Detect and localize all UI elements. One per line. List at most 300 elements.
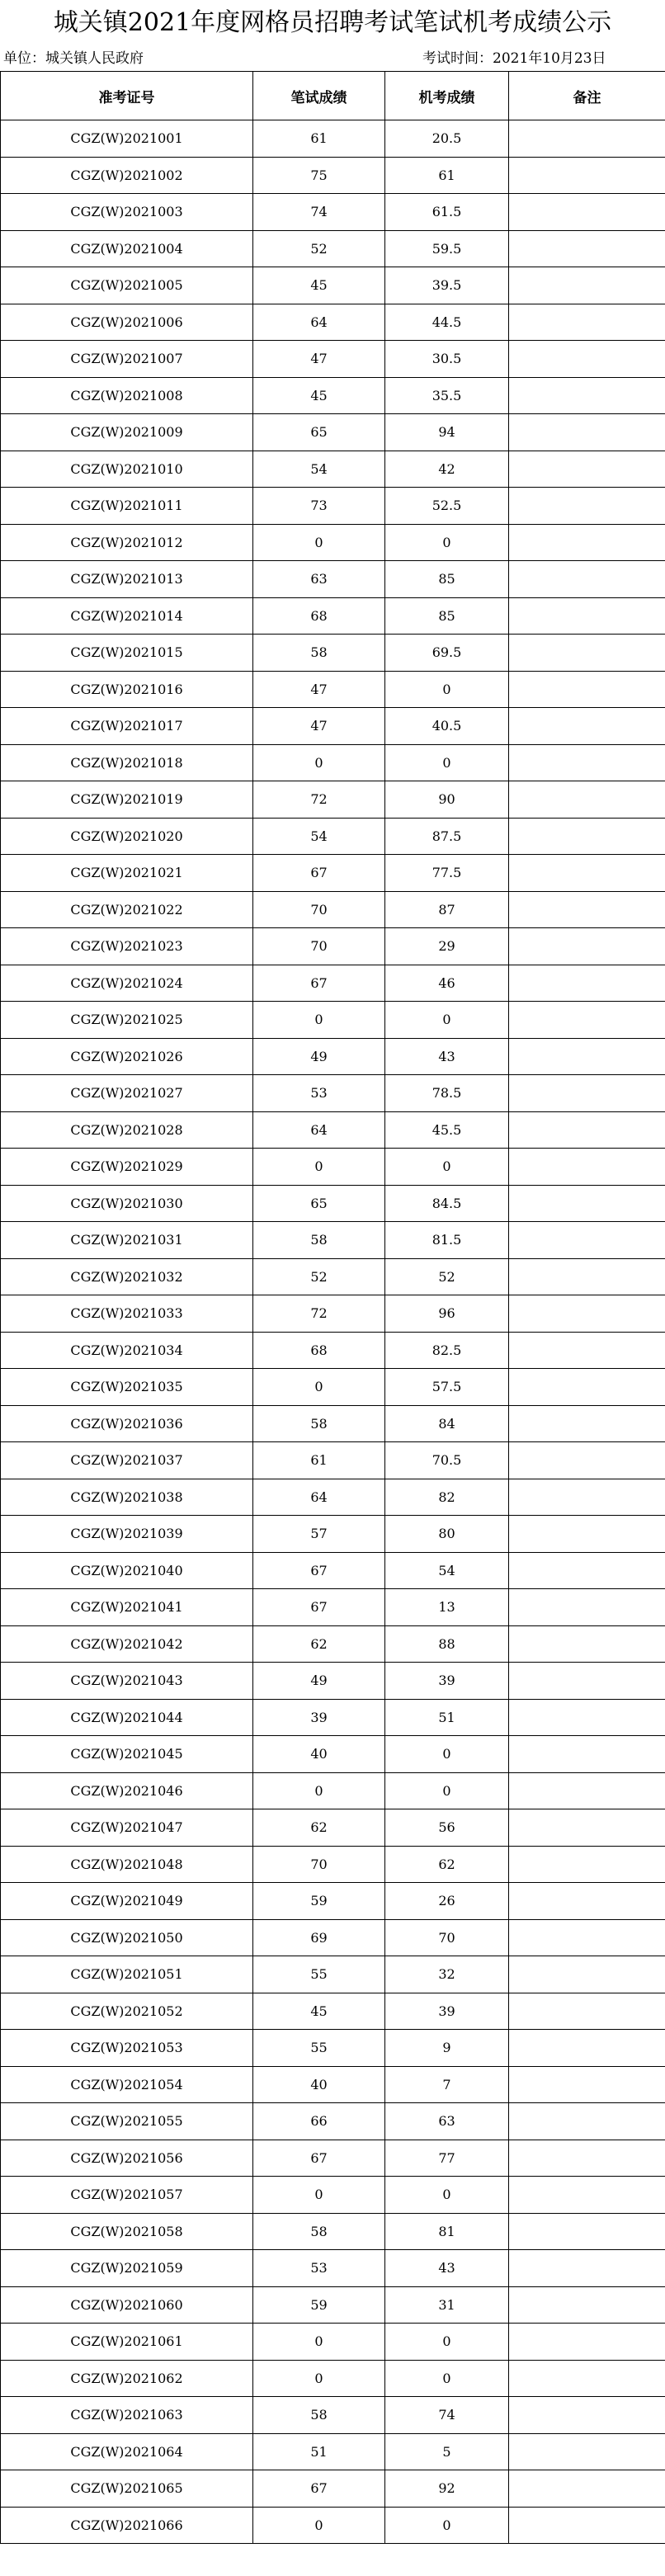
cell-computer-score: 85	[385, 597, 509, 635]
cell-computer-score: 29	[385, 928, 509, 965]
cell-exam-id: CGZ(W)2021055	[1, 2103, 253, 2140]
cell-computer-score: 30.5	[385, 341, 509, 378]
cell-exam-id: CGZ(W)2021033	[1, 1295, 253, 1333]
cell-computer-score: 96	[385, 1295, 509, 1333]
cell-written-score: 70	[253, 928, 385, 965]
cell-exam-id: CGZ(W)2021007	[1, 341, 253, 378]
table-row	[1, 597, 665, 635]
cell-exam-id: CGZ(W)2021036	[1, 1405, 253, 1442]
cell-exam-id: CGZ(W)2021046	[1, 1772, 253, 1809]
cell-written-score: 59	[253, 2286, 385, 2324]
cell-written-score: 67	[253, 855, 385, 892]
cell-computer-score: 0	[385, 2324, 509, 2361]
cell-written-score: 40	[253, 1736, 385, 1773]
table-row	[1, 2103, 665, 2140]
cell-written-score: 69	[253, 1919, 385, 1956]
cell-computer-score: 39.5	[385, 267, 509, 304]
cell-computer-score: 59.5	[385, 230, 509, 267]
cell-computer-score: 39	[385, 1993, 509, 2030]
table-row	[1, 1442, 665, 1479]
cell-computer-score: 88	[385, 1625, 509, 1663]
cell-exam-id: CGZ(W)2021059	[1, 2250, 253, 2287]
table-row	[1, 1552, 665, 1589]
cell-remarks	[509, 928, 665, 965]
cell-remarks	[509, 635, 665, 672]
cell-computer-score: 52	[385, 1258, 509, 1295]
cell-remarks	[509, 194, 665, 231]
cell-remarks	[509, 1663, 665, 1700]
table-row	[1, 304, 665, 341]
cell-exam-id: CGZ(W)2021008	[1, 377, 253, 414]
cell-exam-id: CGZ(W)2021001	[1, 120, 253, 158]
cell-remarks	[509, 855, 665, 892]
cell-computer-score: 0	[385, 2360, 509, 2397]
cell-written-score: 45	[253, 267, 385, 304]
cell-written-score: 57	[253, 1516, 385, 1553]
cell-written-score: 65	[253, 414, 385, 451]
cell-written-score: 54	[253, 818, 385, 855]
table-row	[1, 2360, 665, 2397]
table-row	[1, 451, 665, 488]
cell-computer-score: 85	[385, 561, 509, 598]
cell-written-score: 65	[253, 1185, 385, 1222]
cell-written-score: 0	[253, 2507, 385, 2544]
cell-computer-score: 0	[385, 1002, 509, 1039]
cell-exam-id: CGZ(W)2021040	[1, 1552, 253, 1589]
cell-written-score: 58	[253, 1222, 385, 1259]
table-row	[1, 1516, 665, 1553]
cell-computer-score: 94	[385, 414, 509, 451]
cell-written-score: 0	[253, 1002, 385, 1039]
table-row	[1, 1149, 665, 1186]
cell-remarks	[509, 2177, 665, 2214]
cell-exam-id: CGZ(W)2021031	[1, 1222, 253, 1259]
cell-exam-id: CGZ(W)2021035	[1, 1369, 253, 1406]
cell-remarks	[509, 1075, 665, 1112]
cell-exam-id: CGZ(W)2021021	[1, 855, 253, 892]
cell-written-score: 52	[253, 1258, 385, 1295]
cell-exam-id: CGZ(W)2021039	[1, 1516, 253, 1553]
cell-written-score: 67	[253, 2140, 385, 2177]
cell-exam-id: CGZ(W)2021060	[1, 2286, 253, 2324]
cell-written-score: 63	[253, 561, 385, 598]
cell-computer-score: 90	[385, 781, 509, 819]
cell-remarks	[509, 1369, 665, 1406]
cell-exam-id: CGZ(W)2021066	[1, 2507, 253, 2544]
cell-computer-score: 87.5	[385, 818, 509, 855]
cell-computer-score: 9	[385, 2030, 509, 2067]
table-row	[1, 891, 665, 928]
cell-computer-score: 87	[385, 891, 509, 928]
cell-computer-score: 57.5	[385, 1369, 509, 1406]
table-row	[1, 1919, 665, 1956]
cell-computer-score: 84.5	[385, 1185, 509, 1222]
cell-remarks	[509, 267, 665, 304]
table-row	[1, 2397, 665, 2434]
cell-written-score: 68	[253, 597, 385, 635]
cell-computer-score: 92	[385, 2470, 509, 2508]
unit-label: 单位：城关镇人民政府	[3, 50, 144, 67]
cell-remarks	[509, 377, 665, 414]
table-row	[1, 230, 665, 267]
cell-exam-id: CGZ(W)2021018	[1, 744, 253, 781]
cell-written-score: 0	[253, 1772, 385, 1809]
cell-remarks	[509, 1809, 665, 1847]
cell-remarks	[509, 818, 665, 855]
table-row	[1, 818, 665, 855]
cell-exam-id: CGZ(W)2021006	[1, 304, 253, 341]
cell-computer-score: 61	[385, 157, 509, 194]
meta-row	[0, 46, 665, 71]
cell-remarks	[509, 451, 665, 488]
cell-exam-id: CGZ(W)2021048	[1, 1846, 253, 1883]
cell-exam-id: CGZ(W)2021052	[1, 1993, 253, 2030]
table-row	[1, 2030, 665, 2067]
cell-computer-score: 31	[385, 2286, 509, 2324]
cell-exam-id: CGZ(W)2021042	[1, 1625, 253, 1663]
table-row	[1, 1038, 665, 1075]
cell-computer-score: 70.5	[385, 1442, 509, 1479]
cell-exam-id: CGZ(W)2021023	[1, 928, 253, 965]
cell-exam-id: CGZ(W)2021003	[1, 194, 253, 231]
cell-remarks	[509, 1919, 665, 1956]
cell-exam-id: CGZ(W)2021029	[1, 1149, 253, 1186]
cell-remarks	[509, 1552, 665, 1589]
cell-computer-score: 42	[385, 451, 509, 488]
cell-written-score: 66	[253, 2103, 385, 2140]
table-row	[1, 671, 665, 708]
cell-computer-score: 69.5	[385, 635, 509, 672]
table-row	[1, 965, 665, 1002]
cell-remarks	[509, 2286, 665, 2324]
cell-computer-score: 77.5	[385, 855, 509, 892]
header-computer-score: 机考成绩	[385, 72, 509, 120]
cell-computer-score: 0	[385, 1149, 509, 1186]
cell-computer-score: 43	[385, 1038, 509, 1075]
cell-remarks	[509, 1846, 665, 1883]
cell-computer-score: 51	[385, 1699, 509, 1736]
cell-computer-score: 0	[385, 671, 509, 708]
cell-written-score: 64	[253, 304, 385, 341]
cell-written-score: 58	[253, 2213, 385, 2250]
cell-remarks	[509, 891, 665, 928]
cell-computer-score: 0	[385, 1736, 509, 1773]
cell-exam-id: CGZ(W)2021044	[1, 1699, 253, 1736]
cell-exam-id: CGZ(W)2021047	[1, 1809, 253, 1847]
cell-remarks	[509, 1038, 665, 1075]
cell-computer-score: 0	[385, 2177, 509, 2214]
cell-remarks	[509, 2470, 665, 2508]
cell-written-score: 51	[253, 2433, 385, 2470]
table-row	[1, 1222, 665, 1259]
cell-written-score: 0	[253, 2177, 385, 2214]
table-row	[1, 157, 665, 194]
cell-remarks	[509, 1699, 665, 1736]
cell-written-score: 52	[253, 230, 385, 267]
cell-computer-score: 70	[385, 1919, 509, 1956]
cell-written-score: 64	[253, 1479, 385, 1516]
cell-exam-id: CGZ(W)2021053	[1, 2030, 253, 2067]
cell-remarks	[509, 1002, 665, 1039]
cell-computer-score: 26	[385, 1883, 509, 1920]
cell-exam-id: CGZ(W)2021012	[1, 524, 253, 561]
table-row	[1, 524, 665, 561]
table-row	[1, 561, 665, 598]
cell-exam-id: CGZ(W)2021058	[1, 2213, 253, 2250]
cell-computer-score: 84	[385, 1405, 509, 1442]
table-header-row	[1, 72, 665, 120]
cell-exam-id: CGZ(W)2021045	[1, 1736, 253, 1773]
cell-computer-score: 62	[385, 1846, 509, 1883]
table-row	[1, 1185, 665, 1222]
cell-remarks	[509, 2397, 665, 2434]
table-row	[1, 744, 665, 781]
cell-exam-id: CGZ(W)2021026	[1, 1038, 253, 1075]
cell-written-score: 58	[253, 1405, 385, 1442]
table-row	[1, 2140, 665, 2177]
cell-computer-score: 0	[385, 524, 509, 561]
cell-exam-id: CGZ(W)2021013	[1, 561, 253, 598]
table-row	[1, 341, 665, 378]
cell-exam-id: CGZ(W)2021002	[1, 157, 253, 194]
cell-remarks	[509, 1736, 665, 1773]
cell-exam-id: CGZ(W)2021064	[1, 2433, 253, 2470]
page-title: 城关镇2021年度网格员招聘考试笔试机考成绩公示	[53, 8, 612, 37]
cell-written-score: 0	[253, 1369, 385, 1406]
cell-computer-score: 43	[385, 2250, 509, 2287]
cell-exam-id: CGZ(W)2021004	[1, 230, 253, 267]
cell-exam-id: CGZ(W)2021056	[1, 2140, 253, 2177]
cell-exam-id: CGZ(W)2021028	[1, 1111, 253, 1149]
cell-computer-score: 40.5	[385, 708, 509, 745]
cell-exam-id: CGZ(W)2021005	[1, 267, 253, 304]
cell-written-score: 0	[253, 1149, 385, 1186]
cell-exam-id: CGZ(W)2021025	[1, 1002, 253, 1039]
cell-exam-id: CGZ(W)2021054	[1, 2066, 253, 2103]
cell-computer-score: 82.5	[385, 1332, 509, 1369]
cell-remarks	[509, 1479, 665, 1516]
table-row	[1, 1736, 665, 1773]
cell-remarks	[509, 2213, 665, 2250]
table-row	[1, 1369, 665, 1406]
cell-remarks	[509, 2140, 665, 2177]
cell-written-score: 55	[253, 2030, 385, 2067]
table-row	[1, 377, 665, 414]
table-row	[1, 2286, 665, 2324]
cell-computer-score: 80	[385, 1516, 509, 1553]
table-row	[1, 1846, 665, 1883]
table-row	[1, 1663, 665, 1700]
cell-written-score: 54	[253, 451, 385, 488]
cell-remarks	[509, 671, 665, 708]
table-row	[1, 1075, 665, 1112]
cell-computer-score: 81	[385, 2213, 509, 2250]
cell-computer-score: 81.5	[385, 1222, 509, 1259]
cell-remarks	[509, 2103, 665, 2140]
cell-written-score: 61	[253, 120, 385, 158]
cell-exam-id: CGZ(W)2021038	[1, 1479, 253, 1516]
cell-computer-score: 61.5	[385, 194, 509, 231]
cell-written-score: 0	[253, 524, 385, 561]
cell-remarks	[509, 1149, 665, 1186]
cell-remarks	[509, 524, 665, 561]
cell-remarks	[509, 965, 665, 1002]
table-row	[1, 488, 665, 525]
cell-written-score: 72	[253, 1295, 385, 1333]
cell-written-score: 39	[253, 1699, 385, 1736]
cell-computer-score: 39	[385, 1663, 509, 1700]
cell-exam-id: CGZ(W)2021063	[1, 2397, 253, 2434]
cell-remarks	[509, 1332, 665, 1369]
cell-written-score: 47	[253, 708, 385, 745]
cell-remarks	[509, 1185, 665, 1222]
cell-remarks	[509, 414, 665, 451]
cell-remarks	[509, 1625, 665, 1663]
cell-written-score: 45	[253, 377, 385, 414]
table-row	[1, 1809, 665, 1847]
cell-written-score: 49	[253, 1663, 385, 1700]
cell-written-score: 53	[253, 2250, 385, 2287]
cell-exam-id: CGZ(W)2021014	[1, 597, 253, 635]
table-row	[1, 1993, 665, 2030]
cell-remarks	[509, 2433, 665, 2470]
cell-computer-score: 32	[385, 1956, 509, 1993]
cell-written-score: 67	[253, 965, 385, 1002]
cell-remarks	[509, 2066, 665, 2103]
cell-exam-id: CGZ(W)2021016	[1, 671, 253, 708]
cell-written-score: 58	[253, 635, 385, 672]
cell-computer-score: 0	[385, 1772, 509, 1809]
cell-remarks	[509, 304, 665, 341]
cell-written-score: 67	[253, 2470, 385, 2508]
cell-written-score: 75	[253, 157, 385, 194]
cell-exam-id: CGZ(W)2021030	[1, 1185, 253, 1222]
table-row	[1, 1111, 665, 1149]
cell-exam-id: CGZ(W)2021032	[1, 1258, 253, 1295]
cell-computer-score: 46	[385, 965, 509, 1002]
table-row	[1, 267, 665, 304]
table-row	[1, 194, 665, 231]
cell-remarks	[509, 1589, 665, 1626]
cell-exam-id: CGZ(W)2021010	[1, 451, 253, 488]
cell-written-score: 0	[253, 2324, 385, 2361]
table-row	[1, 781, 665, 819]
cell-exam-id: CGZ(W)2021043	[1, 1663, 253, 1700]
exam-date-label: 考试时间：2021年10月23日	[422, 50, 606, 67]
table-row	[1, 1258, 665, 1295]
table-row	[1, 1956, 665, 1993]
cell-remarks	[509, 2250, 665, 2287]
cell-computer-score: 82	[385, 1479, 509, 1516]
table-row	[1, 1625, 665, 1663]
cell-written-score: 62	[253, 1625, 385, 1663]
cell-computer-score: 13	[385, 1589, 509, 1626]
cell-computer-score: 54	[385, 1552, 509, 1589]
cell-remarks	[509, 1883, 665, 1920]
table-row	[1, 120, 665, 158]
table-row	[1, 1002, 665, 1039]
cell-written-score: 0	[253, 2360, 385, 2397]
cell-remarks	[509, 1993, 665, 2030]
cell-exam-id: CGZ(W)2021041	[1, 1589, 253, 1626]
cell-written-score: 74	[253, 194, 385, 231]
cell-exam-id: CGZ(W)2021027	[1, 1075, 253, 1112]
cell-written-score: 64	[253, 1111, 385, 1149]
cell-written-score: 67	[253, 1552, 385, 1589]
cell-written-score: 62	[253, 1809, 385, 1847]
table-row	[1, 1479, 665, 1516]
table-row	[1, 2507, 665, 2544]
table-row	[1, 1295, 665, 1333]
cell-exam-id: CGZ(W)2021050	[1, 1919, 253, 1956]
cell-remarks	[509, 488, 665, 525]
table-row	[1, 2177, 665, 2214]
cell-written-score: 59	[253, 1883, 385, 1920]
cell-remarks	[509, 2360, 665, 2397]
cell-computer-score: 5	[385, 2433, 509, 2470]
cell-written-score: 70	[253, 1846, 385, 1883]
table-row	[1, 414, 665, 451]
cell-remarks	[509, 597, 665, 635]
cell-exam-id: CGZ(W)2021061	[1, 2324, 253, 2361]
cell-remarks	[509, 2324, 665, 2361]
cell-exam-id: CGZ(W)2021065	[1, 2470, 253, 2508]
cell-written-score: 53	[253, 1075, 385, 1112]
header-exam-id: 准考证号	[1, 72, 253, 120]
header-remarks: 备注	[509, 72, 665, 120]
cell-exam-id: CGZ(W)2021009	[1, 414, 253, 451]
cell-written-score: 45	[253, 1993, 385, 2030]
cell-exam-id: CGZ(W)2021051	[1, 1956, 253, 1993]
cell-exam-id: CGZ(W)2021017	[1, 708, 253, 745]
cell-written-score: 68	[253, 1332, 385, 1369]
cell-remarks	[509, 1111, 665, 1149]
table-row	[1, 2433, 665, 2470]
cell-remarks	[509, 341, 665, 378]
cell-computer-score: 0	[385, 744, 509, 781]
cell-written-score: 61	[253, 1442, 385, 1479]
cell-remarks	[509, 1516, 665, 1553]
table-row	[1, 2213, 665, 2250]
cell-remarks	[509, 157, 665, 194]
cell-exam-id: CGZ(W)2021019	[1, 781, 253, 819]
cell-computer-score: 20.5	[385, 120, 509, 158]
table-row	[1, 2470, 665, 2508]
cell-remarks	[509, 120, 665, 158]
cell-remarks	[509, 708, 665, 745]
table-row	[1, 1405, 665, 1442]
cell-remarks	[509, 2030, 665, 2067]
cell-computer-score: 45.5	[385, 1111, 509, 1149]
cell-computer-score: 63	[385, 2103, 509, 2140]
cell-remarks	[509, 1258, 665, 1295]
cell-computer-score: 0	[385, 2507, 509, 2544]
cell-computer-score: 56	[385, 1809, 509, 1847]
cell-computer-score: 52.5	[385, 488, 509, 525]
cell-computer-score: 77	[385, 2140, 509, 2177]
cell-remarks	[509, 561, 665, 598]
cell-written-score: 73	[253, 488, 385, 525]
table-row	[1, 2066, 665, 2103]
cell-written-score: 67	[253, 1589, 385, 1626]
cell-written-score: 55	[253, 1956, 385, 1993]
cell-computer-score: 44.5	[385, 304, 509, 341]
cell-written-score: 72	[253, 781, 385, 819]
table-row	[1, 1699, 665, 1736]
table-row	[1, 1589, 665, 1626]
table-body	[1, 120, 665, 2544]
cell-exam-id: CGZ(W)2021049	[1, 1883, 253, 1920]
